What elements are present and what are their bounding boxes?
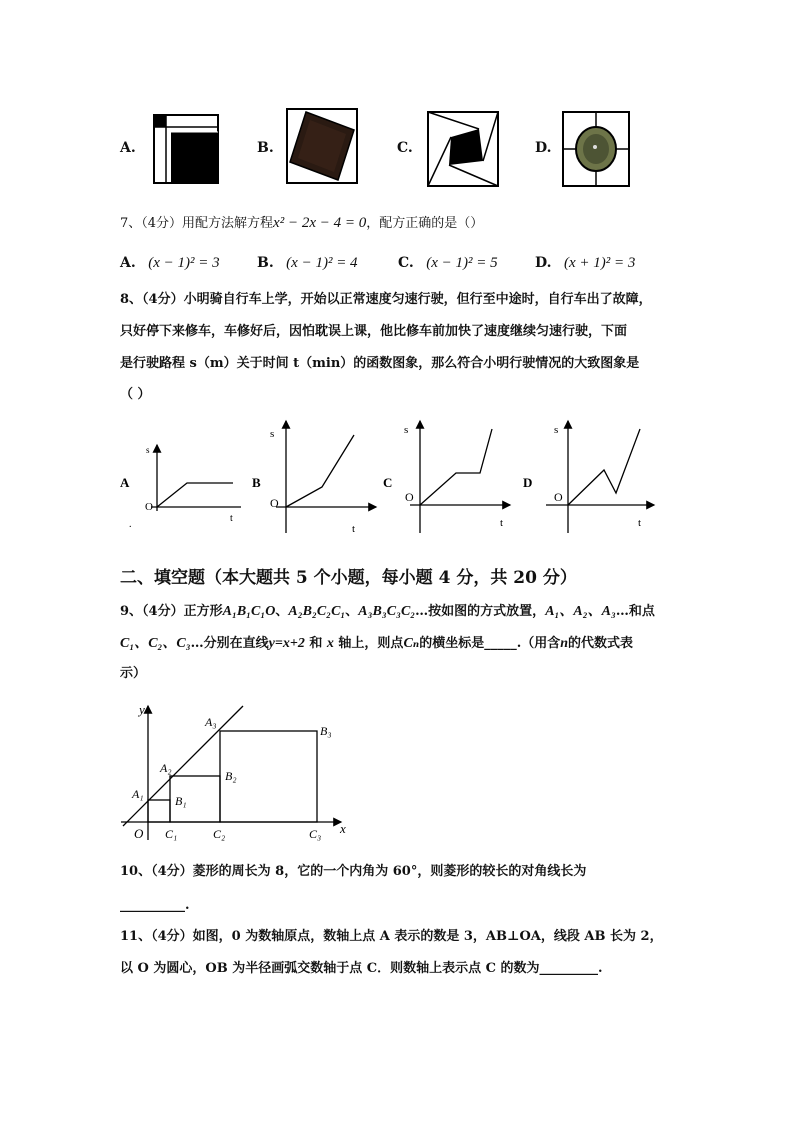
q9-n-var: n <box>560 636 569 651</box>
q8-graph-a-o: O <box>145 501 153 513</box>
q9-square-3: A₃B₃C₃C₂ <box>358 604 416 619</box>
q7-option-b-label: B <box>257 255 269 271</box>
q9-fig-b3: B₃ <box>320 724 332 738</box>
q7-stem-suffix: ，配方正确的是（） <box>366 216 484 231</box>
q9-text-5: 和 <box>304 636 327 651</box>
q9-line-1 <box>120 602 655 622</box>
q8-graph-d-t: t <box>638 517 642 529</box>
q9-square-1: A₁B₁C₁O <box>222 604 276 619</box>
q8-graph-b-s: s <box>270 428 275 440</box>
q7-option-d-expr: (x + 1)² = 3 <box>563 255 636 271</box>
q6-option-c-label: C. <box>397 140 413 156</box>
q8-graph-a-label: A <box>120 475 130 490</box>
q9-points-c: C₁、C₂、C₃ <box>120 636 191 651</box>
q9-number: 9、（4分） <box>120 604 184 619</box>
q7-option-c-dot: . <box>408 255 414 271</box>
q9-sep-1: 、 <box>275 604 289 619</box>
q6-option-a-label: A. <box>120 140 136 156</box>
q9-text-4: …分别在直线 <box>190 636 269 651</box>
q9-line-equation: y=x+2 <box>268 636 305 651</box>
q8-graph-d-label: D <box>523 475 533 490</box>
q9-line-2 <box>120 634 633 654</box>
q7-option-c <box>398 255 498 272</box>
q8-stray-dot: . <box>129 519 132 530</box>
q7-option-a <box>120 255 220 272</box>
q9-fig-b1: B₁ <box>175 794 187 808</box>
q8-graph-b <box>250 415 380 540</box>
q9-figure <box>115 700 365 845</box>
q8-graph-d <box>520 415 660 540</box>
pinwheel-square-figure <box>427 111 499 187</box>
q11-line-1: 11、（4分）如图，0 为数轴原点，数轴上点 A 表示的数是 3，AB⊥OA，线段 AB 长为 2， <box>120 929 663 944</box>
q9-point-cn: Cₙ <box>403 636 420 651</box>
q7-equation: x² − 2x − 4 = 0 <box>273 215 367 231</box>
q8-graph-b-label: B <box>252 475 261 490</box>
q9-fig-a2: A₂ <box>160 761 172 775</box>
q7-option-a-expr: (x − 1)² = 3 <box>148 255 220 271</box>
q9-fig-o: O <box>134 826 144 841</box>
circle-in-grid-figure <box>562 111 630 187</box>
q10-line-1: 10、（4分）菱形的周长为 8，它的一个内角为 60°，则菱形的较长的对角线长为 <box>120 864 587 879</box>
q7-option-d-label: D <box>535 255 547 271</box>
q8-line-3: 是行驶路程 s（m）关于时间 t（min）的函数图象，那么符合小明行驶情况的大致图象是 <box>120 356 640 371</box>
q8-line-4: （ ） <box>120 387 151 402</box>
q9-line-3: 示） <box>120 666 147 681</box>
q9-fig-y: y <box>139 702 145 717</box>
q9-x-var: x <box>326 636 334 651</box>
q9-fig-c3: C₃ <box>309 827 322 841</box>
q9-text-2: …按如图的方式放置， <box>415 604 546 619</box>
rotated-dark-square-figure <box>286 108 358 184</box>
q8-graph-c-label: C <box>383 475 393 490</box>
q8-graph-a-t: t <box>230 513 233 524</box>
q8-graph-b-t: t <box>352 523 356 535</box>
q9-points-a: A₁、A₂、A₃ <box>545 604 616 619</box>
q9-text-7: 的横坐标是_____.（用含 <box>419 636 561 651</box>
q8-line-2: 只好停下来修车，车修好后，因怕耽误上课，他比修车前加快了速度继续匀速行驶，下面 <box>120 324 628 339</box>
q10-line-2: __________. <box>120 898 190 913</box>
q9-fig-a3: A₃ <box>205 715 217 729</box>
section-2-title: 二、填空题（本大题共 5 个小题，每小题 4 分，共 20 分） <box>120 568 577 588</box>
q8-line-1: 8、（4分）小明骑自行车上学，开始以正常速度匀速行驶，但行至中途时，自行车出了故障， <box>120 292 652 307</box>
q7-option-b-dot: . <box>268 255 274 271</box>
q9-fig-c2: C₂ <box>213 827 226 841</box>
q7-option-d <box>535 255 635 272</box>
q9-text-1: 正方形 <box>183 604 223 619</box>
q6-option-d-label: D. <box>535 140 552 156</box>
q8-graph-c-t: t <box>500 517 504 529</box>
q8-graph-c-o: O <box>405 490 414 504</box>
q8-graph-c <box>380 415 515 540</box>
q7-stem-prefix: 7、（4分）用配方法解方程 <box>120 216 274 231</box>
q9-square-2: A₂B₂C₂C₁ <box>288 604 346 619</box>
q11-line-2: 以 O 为圆心，OB 为半径画弧交数轴于点 C．则数轴上表示点 C 的数为_________. <box>120 961 603 976</box>
q9-sep-2: 、 <box>345 604 359 619</box>
q8-graph-a <box>115 435 250 530</box>
q9-text-8: 的代数式表 <box>568 636 634 651</box>
q7-option-c-expr: (x − 1)² = 5 <box>426 255 498 271</box>
square-with-corner-blocks-figure <box>153 114 219 184</box>
q9-fig-c1: C₁ <box>165 827 178 841</box>
q7-option-b <box>257 255 358 272</box>
q7-stem <box>120 213 483 234</box>
q9-text-6: 轴上，则点 <box>333 636 404 651</box>
q8-graph-d-s: s <box>554 424 559 436</box>
q7-option-b-expr: (x − 1)² = 4 <box>286 255 358 271</box>
q8-graph-a-s: s <box>146 445 150 455</box>
q8-graph-b-o: O <box>270 496 279 510</box>
q8-graph-c-s: s <box>404 424 409 436</box>
q7-option-d-dot: . <box>546 255 552 271</box>
q6-option-b-label: B. <box>257 140 274 156</box>
q8-graph-d-o: O <box>554 490 563 504</box>
q7-option-a-label: A. <box>120 255 136 271</box>
q9-fig-b2: B₂ <box>225 769 237 783</box>
q9-fig-a1: A₁ <box>132 787 144 801</box>
q7-option-c-label: C <box>398 255 409 271</box>
q9-fig-x: x <box>340 821 346 836</box>
q9-text-3: …和点 <box>615 604 655 619</box>
